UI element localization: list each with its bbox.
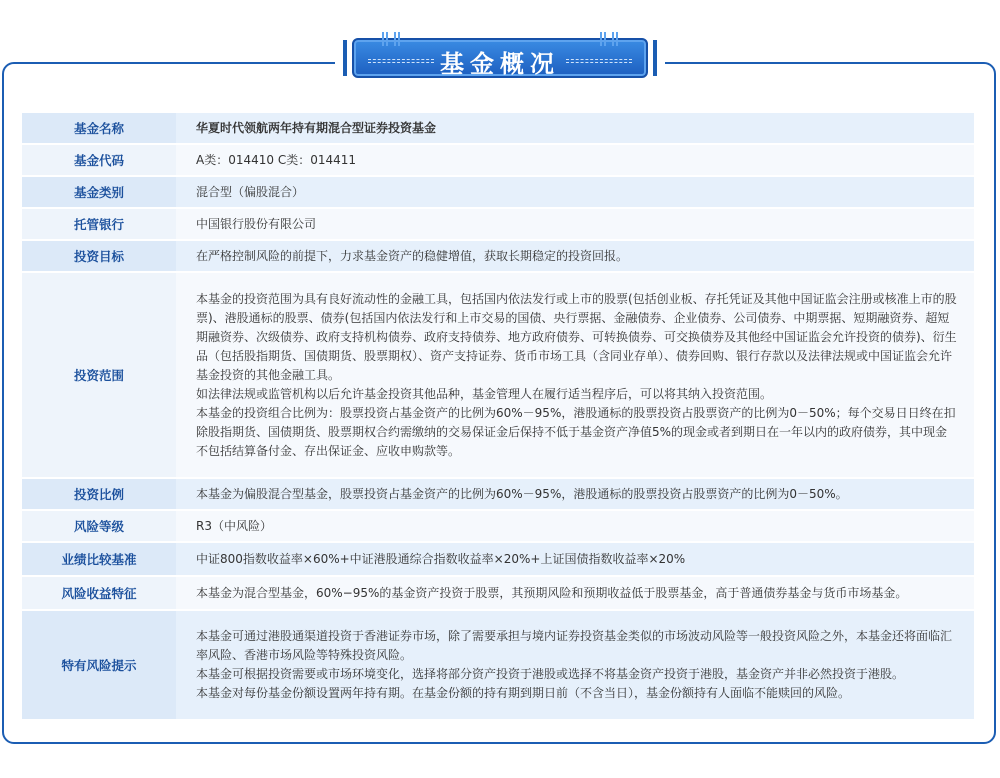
row-value	[176, 145, 974, 175]
row-value-paragraph: 本基金的投资范围为具有良好流动性的金融工具，包括国内依法发行或上市的股票(包括创业板、存托凭证及其他中国证监会注册或核准上市的股票)、港股通标的股票、债券(包括国内依法发行和上市交易的国债、央行票据、金融债券、企业债券、公司债券、中期票据、短期融资券、超短期融资券、次级债券、政府支持机构债券、政府支持债券、地方政府债券、可转换债券、可交换债券及其他经中国证监会允许投资的债券)、衍生品（包括股指期货、国债期货、股票期权）、资产支持证券、货币市场工具（含同业存单）、债券回购、银行存款以及法律法规或中国证监会允许基金投资的其他金融工具。	[196, 291, 957, 382]
row-value-paragraph: 中证800指数收益率×60%+中证港股通综合指数收益率×20%+上证国债指数收益率×20%	[196, 551, 686, 566]
row-value-paragraph: 本基金可根据投资需要或市场环境变化，选择将部分资产投资于港股或选择不将基金资产投资于港股，基金资产并非必然投资于港股。	[196, 667, 905, 681]
row-value-paragraph: A类：014410 C类：014411	[196, 152, 357, 167]
row-value	[176, 209, 974, 239]
row-value-paragraph: R3（中风险）	[196, 518, 272, 533]
row-value-paragraph: 本基金可通过港股通渠道投资于香港证券市场，除了需要承担与境内证券投资基金类似的市场波动风险等一般投资风险之外，本基金还将面临汇率风险、香港市场风险等特殊投资风险。	[196, 629, 953, 662]
title-badge	[352, 38, 648, 78]
table-row	[22, 145, 974, 175]
table-row	[22, 577, 974, 609]
row-value	[176, 241, 974, 271]
table-row	[22, 611, 974, 719]
row-value-paragraph: 华夏时代领航两年持有期混合型证券投资基金	[196, 120, 437, 135]
row-label: 基金代码	[22, 145, 176, 175]
row-value	[176, 543, 974, 575]
row-value	[176, 611, 974, 719]
table-row	[22, 479, 974, 509]
table-row	[22, 543, 974, 575]
row-value-paragraph: 本基金为混合型基金，60%−95%的基金资产投资于股票，其预期风险和预期收益低于股票基金，高于普通债券基金与货币市场基金。	[196, 585, 908, 600]
row-value-paragraph: 本基金为偏股混合型基金，股票投资占基金资产的比例为60%－95%，港股通标的股票投资占股票资产的比例为0－50%。	[196, 486, 848, 501]
table-row	[22, 241, 974, 271]
row-value	[176, 577, 974, 609]
row-label: 托管银行	[22, 209, 176, 239]
fund-overview-table	[22, 111, 974, 721]
row-value	[176, 511, 974, 541]
row-label: 投资比例	[22, 479, 176, 509]
row-label: 投资范围	[22, 273, 176, 477]
title-side-bar-right	[653, 40, 657, 76]
row-value	[176, 479, 974, 509]
row-label: 风险收益特征	[22, 577, 176, 609]
row-value	[176, 113, 974, 143]
table-row	[22, 511, 974, 541]
row-label: 基金类别	[22, 177, 176, 207]
row-value-paragraph: 本基金的投资组合比例为：股票投资占基金资产的比例为60%－95%，港股通标的股票投资占股票资产的比例为0－50%；每个交易日日终在扣除股指期货、国债期货、股票期权合约需缴纳的交易保证金后保持不低于基金资产净值5%的现金或者到期日在一年以内的政府债券，其中现金不包括结算备付金、存出保证金、应收申购款等。	[196, 405, 956, 458]
table-row	[22, 113, 974, 143]
page-title: 基金概况	[440, 50, 560, 78]
row-value-paragraph: 混合型（偏股混合）	[196, 184, 305, 199]
row-value	[176, 273, 974, 477]
row-value-paragraph: 本基金对每份基金份额设置两年持有期。在基金份额的持有期到期日前（不含当日），基金份额持有人面临不能赎回的风险。	[196, 686, 851, 700]
table-row	[22, 273, 974, 477]
row-label: 基金名称	[22, 113, 176, 143]
row-label: 投资目标	[22, 241, 176, 271]
section-title-header	[335, 30, 665, 90]
row-value-paragraph: 中国银行股份有限公司	[196, 216, 317, 231]
row-label: 风险等级	[22, 511, 176, 541]
table-row	[22, 209, 974, 239]
row-value-paragraph: 在严格控制风险的前提下，力求基金资产的稳健增值，获取长期稳定的投资回报。	[196, 248, 629, 263]
row-label: 业绩比较基准	[22, 543, 176, 575]
table-row	[22, 177, 974, 207]
row-value	[176, 177, 974, 207]
title-side-bar-left	[343, 40, 347, 76]
row-label: 特有风险提示	[22, 611, 176, 719]
row-value-paragraph: 如法律法规或监管机构以后允许基金投资其他品种，基金管理人在履行适当程序后，可以将其纳入投资范围。	[196, 386, 773, 401]
